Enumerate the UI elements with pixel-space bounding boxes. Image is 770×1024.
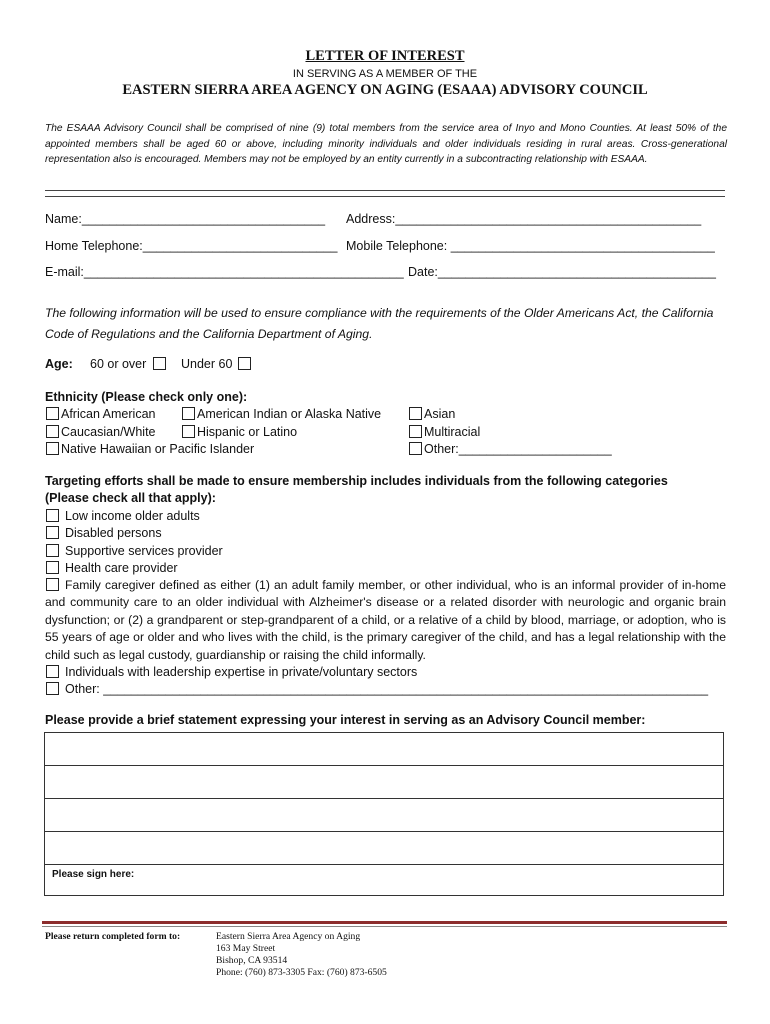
ethnicity-asian-checkbox[interactable] xyxy=(409,407,422,420)
supportive-services-label: Supportive services provider xyxy=(65,544,223,558)
disabled-label: Disabled persons xyxy=(65,526,162,540)
leadership-checkbox[interactable] xyxy=(46,665,59,678)
divider-bottom xyxy=(45,196,725,197)
return-address xyxy=(216,931,387,979)
statement-line xyxy=(45,798,723,799)
leadership-label: Individuals with leadership expertise in private/voluntary sectors xyxy=(65,665,418,679)
mobile-phone-field[interactable]: Mobile Telephone: ______________________________________ xyxy=(346,239,715,253)
ethnicity-caucasian-checkbox[interactable] xyxy=(46,425,59,438)
council-title: EASTERN SIERRA AREA AGENCY ON AGING (ESAAA) ADVISORY COUNCIL xyxy=(122,82,648,98)
return-label: Please return completed form to: xyxy=(45,931,181,942)
ethnicity-native-hawaiian-label: Native Hawaiian or Pacific Islander xyxy=(61,442,255,456)
disabled-checkbox[interactable] xyxy=(46,526,59,539)
statement-prompt: Please provide a brief statement expressing your interest in serving as an Advisory Council member: xyxy=(45,713,646,727)
name-field[interactable]: Name:___________________________________ xyxy=(45,212,326,226)
email-field[interactable]: E-mail:______________________________________________ xyxy=(45,265,404,279)
statement-line xyxy=(45,864,723,865)
sign-label: Please sign here: xyxy=(52,869,135,880)
city-state-zip: Bishop, CA 93514 xyxy=(216,955,288,966)
street-address: 163 May Street xyxy=(216,943,276,954)
health-care-label: Health care provider xyxy=(65,561,178,575)
ethnicity-native-hawaiian-checkbox[interactable] xyxy=(46,442,59,455)
statement-line xyxy=(45,765,723,766)
footer-rule-thin xyxy=(42,926,727,927)
ethnicity-label: Ethnicity (Please check only one): xyxy=(45,390,248,404)
low-income-checkbox[interactable] xyxy=(46,509,59,522)
ethnicity-american-indian-checkbox[interactable] xyxy=(182,407,195,420)
ethnicity-multiracial-checkbox[interactable] xyxy=(409,425,422,438)
age-under-60-checkbox[interactable] xyxy=(238,357,251,370)
form-subtitle: IN SERVING AS A MEMBER OF THE xyxy=(292,68,478,80)
family-caregiver-label: Family caregiver defined as either (1) an adult family member, or other individual, who is an informal provider of in-home and community care to an older individual with Alzheimer's disease or a related disorder with neurologic and organic brain dysfunction; or (2) a grandparent or step-grandparent of a child, or a relative of a child by blood, marriage, or adoption, who is 55 years of age or older and who lives with the child, is the primary caregiver of the child, and has a legal relationship with the child such as legal custody, guardianship or raising the child informally. xyxy=(45,578,726,662)
low-income-label: Low income older adults xyxy=(65,509,200,523)
age-60-over-checkbox[interactable] xyxy=(153,357,166,370)
ethnicity-hispanic-checkbox[interactable] xyxy=(182,425,195,438)
ethnicity-african-american-checkbox[interactable] xyxy=(46,407,59,420)
ethnicity-other-checkbox[interactable] xyxy=(409,442,422,455)
phone-fax: Phone: (760) 873-3305 Fax: (760) 873-6505 xyxy=(216,967,387,978)
targeting-other-checkbox[interactable] xyxy=(46,682,59,695)
targeting-heading: Targeting efforts shall be made to ensure membership includes individuals from the following categories xyxy=(45,474,668,488)
targeting-instruction: (Please check all that apply): xyxy=(45,491,216,505)
org-name: Eastern Sierra Area Agency on Aging xyxy=(216,931,361,942)
form-title: LETTER OF INTEREST xyxy=(305,48,465,64)
ethnicity-american-indian-label: American Indian or Alaska Native xyxy=(197,407,382,421)
age-under-60-label: Under 60 xyxy=(181,357,233,371)
ethnicity-caucasian-label: Caucasian/White xyxy=(61,425,156,439)
targeting-other-field[interactable]: Other: _______________________________________________________________________________________ xyxy=(65,682,709,696)
ethnicity-asian-label: Asian xyxy=(424,407,456,421)
footer-rule xyxy=(42,921,727,924)
statement-box[interactable] xyxy=(44,732,724,896)
home-phone-field[interactable]: Home Telephone:____________________________ xyxy=(45,239,338,253)
age-label: Age: xyxy=(45,357,73,371)
intro-text: The ESAAA Advisory Council shall be comprised of nine (9) total members from the service area of Inyo and Mono Counties. At least 50% of the appointed members shall be aged 60 or above, including minority individuals and older individuals residing in rural areas. Cross-generational representation also is encouraged. Members may not be employed by an entity currently in a subcontracting relationship with ESAAA. xyxy=(45,123,727,165)
date-field[interactable]: Date:________________________________________ xyxy=(408,265,716,279)
statement-line xyxy=(45,831,723,832)
divider-top xyxy=(45,190,725,191)
address-field[interactable]: Address:____________________________________________ xyxy=(346,212,702,226)
ethnicity-african-american-label: African American xyxy=(61,407,156,421)
supportive-services-checkbox[interactable] xyxy=(46,544,59,557)
age-60-over-label: 60 or over xyxy=(90,357,147,371)
ethnicity-other-field[interactable]: Other:______________________ xyxy=(424,442,612,456)
compliance-note: The following information will be used to ensure compliance with the requirements of the Older Americans Act, the California Code of Regulations and the California Department of Aging. xyxy=(45,306,714,341)
ethnicity-hispanic-label: Hispanic or Latino xyxy=(197,425,298,439)
health-care-checkbox[interactable] xyxy=(46,561,59,574)
ethnicity-multiracial-label: Multiracial xyxy=(424,425,481,439)
